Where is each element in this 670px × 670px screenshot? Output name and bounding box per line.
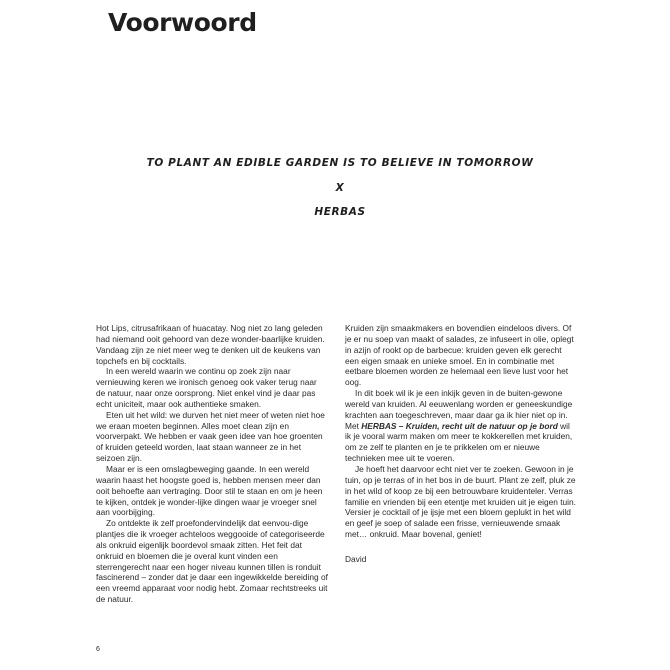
paragraph-text: In dit boek wil ik je een inkijk geven in de buiten-gewone wereld van kruiden. Al eeuwenlang worden er geneeskundige krachten aan toegeschreven, maar daar ga ik hier niet op in. Met (345, 388, 573, 431)
page-title: Voorwoord (108, 8, 257, 37)
right-text-column (345, 323, 577, 565)
paragraph: Hot Lips, citrusafrikaan of huacatay. Nog niet zo lang geleden had niemand ooit gehoord van deze wonder-baarlijke kruiden. Vandaag zijn ze niet meer weg te denken uit de keukens van topchefs en bij cocktails. (96, 323, 325, 366)
paragraph: In een wereld waarin we continu op zoek zijn naar vernieuwing keren we ironisch genoeg ook vaker terug naar de natuur, naar onze oorsprong. Niet enkel vind je daar pas echt uniciteit, maar ook authentieke smaken. (96, 366, 317, 409)
motto-brand: HERBAS (314, 206, 366, 218)
paragraph: Eten uit het wild: we durven het niet meer of weten niet hoe we eraan moeten beginnen. Alles moet clean zijn en voorverpakt. We hebben er vaak geen idee van hoe groenten of kruiden geteeld worden, laat staan wanneer ze in het seizoen zijn. (96, 409, 325, 464)
page-number: 6 (96, 646, 100, 653)
motto-separator: X (335, 182, 345, 194)
paragraph: Kruiden zijn smaakmakers en bovendien eindeloos divers. Of je er nu soep van maakt of salades, ze infuseert in olie, oplegt in azijn of rookt op de barbecue: kruiden geven elk gerecht een eigen smaak en unieke smoel. En in combinatie met eetbare bloemen worden ze helemaal een lieve lust voor het oog. (345, 323, 574, 388)
book-title-emphasis: HERBAS – Kruiden, recht uit de natuur op je bord (361, 420, 558, 431)
paragraph: Maar er is een omslagbeweging gaande. In een wereld waarin haast het hoogste goed is, hebben mensen meer dan ooit behoefte aan vertraging. Door stil te staan en om je heen te kijken, ontdek je wonder-lijke dingen waar je vroeger snel aan voorbijging. (96, 463, 323, 518)
paragraph: Zo ontdekte ik zelf proefondervindelijk dat eenvou-dige plantjes die ik vroeger achteloos weggooide of categoriseerde als onkruid eigenlijk boordevol smaak zitten. Het feit dat onkruid en bloemen die je overal kunt vinden een sterrengerecht naar een hoger niveau kunnen tillen is ronduit fascinerend – zonder dat je daar een ingewikkelde bereiding of een vreemd apparaat voor nodig hebt. Zomaar rechtstreeks uit de natuur. (96, 518, 328, 605)
left-text-column (96, 323, 328, 605)
paragraph: Je hoeft het daarvoor echt niet ver te zoeken. Gewoon in je tuin, op je terras of in het bos in de buurt. Plant ze zelf, pluk ze in het wild of koop ze bij een betrouwbare kruidenteler. Verras familie en vrienden bij een etentje met kruiden uit je eigen tuin. Versier je cocktail of je ijsje met een bloem geplukt in het wild en geef je soep of salade een frisse, vernieuwende smaak met… onkruid. Maar bovenal, geniet! (345, 463, 576, 540)
author-signature: David (345, 553, 367, 564)
paragraph-text: wil ik je vooral warm maken om meer te kokkerellen met kruiden, om ze zelf te planten en je te prikkelen om er nieuwe technieken mee uit te voeren. (345, 420, 573, 464)
paragraph-book-intro (345, 388, 577, 464)
motto-line-1: TO PLANT AN EDIBLE GARDEN IS TO BELIEVE IN TOMORROW (146, 157, 534, 169)
